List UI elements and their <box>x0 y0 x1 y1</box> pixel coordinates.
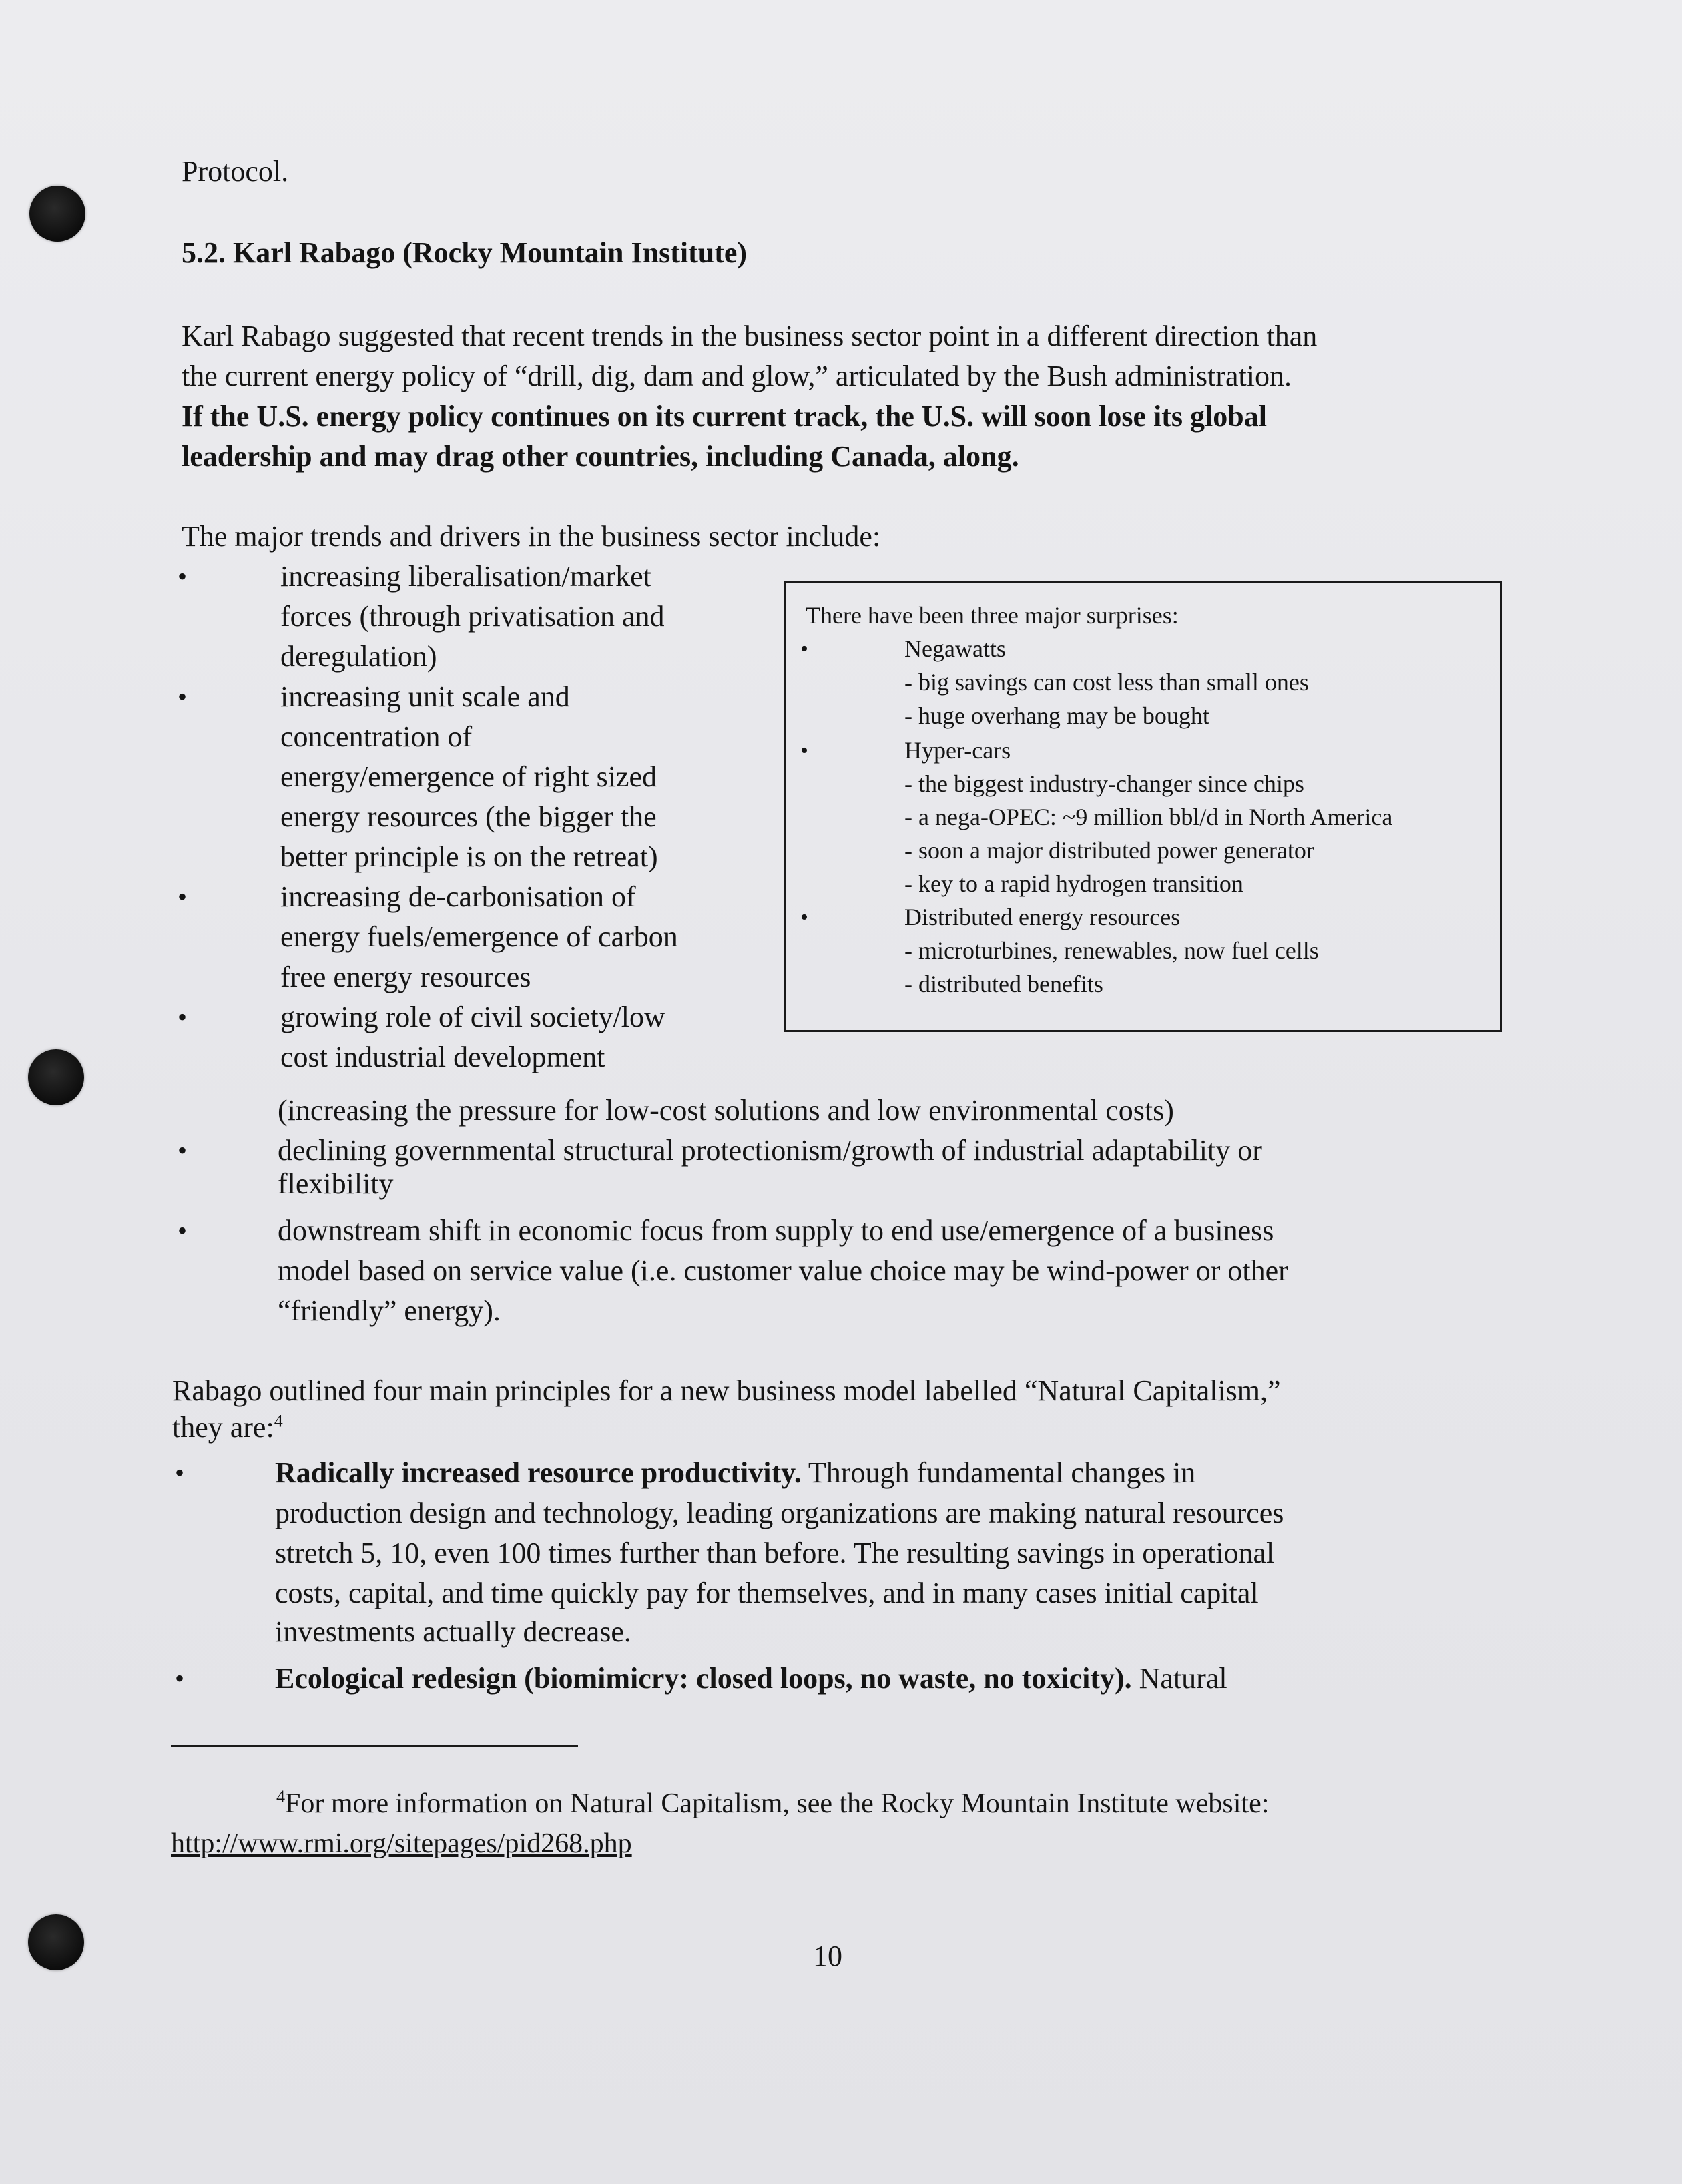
box-line: - key to a rapid hydrogen transition <box>904 870 1243 897</box>
footnote-link[interactable]: http://www.rmi.org/sitepages/pid268.php <box>171 1828 632 1859</box>
trend-line: “friendly” energy). <box>278 1294 501 1327</box>
box-line: - big savings can cost less than small ones <box>904 669 1309 696</box>
principles-intro-text: they are: <box>172 1411 274 1444</box>
trend-line: deregulation) <box>280 640 437 673</box>
trend-line: increasing unit scale and <box>280 680 570 713</box>
trend-bullet: • <box>178 1135 188 1165</box>
principle1-line: stretch 5, 10, even 100 times further than before. The resulting savings in operational <box>275 1537 1275 1569</box>
surprises-box-title: There have been three major surprises: <box>806 602 1179 629</box>
trend-line: concentration of <box>280 720 473 753</box>
principle-bullet: • <box>175 1458 185 1488</box>
trend-line: model based on service value (i.e. customer value choice may be wind-power or other <box>278 1254 1288 1287</box>
trend-line: energy fuels/emergence of carbon <box>280 920 678 953</box>
trends-intro: The major trends and drivers in the business sector include: <box>182 520 881 553</box>
box-line: - soon a major distributed power generator <box>904 837 1314 864</box>
box-line: - distributed benefits <box>904 971 1103 997</box>
trend-line: cost industrial development <box>280 1041 605 1073</box>
box-line: - a nega-OPEC: ~9 million bbl/d in North America <box>904 804 1393 830</box>
footnote-body: For more information on Natural Capitalism, see the Rocky Mountain Institute website: <box>285 1788 1270 1819</box>
principle2-title: Ecological redesign (biomimicry: closed loops, no waste, no toxicity). <box>275 1662 1132 1695</box>
trend-line: energy resources (the bigger the <box>280 800 657 833</box>
para1-bold-line-2: leadership and may drag other countries, including Canada, along. <box>182 440 1019 473</box>
trend-bullet: • <box>178 882 188 912</box>
principle1-first-line <box>275 1452 1195 1493</box>
box-line: - the biggest industry-changer since chips <box>904 770 1304 797</box>
box-line: Hyper-cars <box>904 737 1011 764</box>
footnote-ref: 4 <box>274 1411 283 1431</box>
principle1-line: costs, capital, and time quickly pay for themselves, and in many cases initial capital <box>275 1577 1259 1609</box>
trend-line: forces (through privatisation and <box>280 600 665 633</box>
para1-line-2: the current energy policy of “drill, dig, dam and glow,” articulated by the Bush administration. <box>182 360 1292 392</box>
page-number: 10 <box>813 1940 842 1972</box>
trend-bullet: • <box>178 681 188 712</box>
section-heading: 5.2. Karl Rabago (Rocky Mountain Institute) <box>182 236 748 269</box>
trend-line: growing role of civil society/low <box>280 1001 665 1033</box>
footnote-rule <box>171 1745 578 1747</box>
principle1-title: Radically increased resource productivity. <box>275 1456 802 1489</box>
principle1-line: production design and technology, leading organizations are making natural resources <box>275 1496 1284 1529</box>
trend-line: energy/emergence of right sized <box>280 760 657 793</box>
box-bullet: • <box>800 637 808 661</box>
box-line: Distributed energy resources <box>904 904 1181 930</box>
intro-line: Protocol. <box>182 155 289 188</box>
principle2-rest: Natural <box>1131 1662 1227 1695</box>
footnote-text <box>276 1784 1269 1824</box>
trend-bullet: • <box>178 1215 188 1246</box>
binder-hole-bottom <box>28 1914 84 1970</box>
principles-intro-line-1: Rabago outlined four main principles for a new business model labelled “Natural Capitalism,” <box>172 1374 1281 1407</box>
binder-hole-top <box>29 186 85 242</box>
principle-bullet: • <box>175 1663 185 1693</box>
box-line: Negawatts <box>904 635 1006 662</box>
trend-line: increasing de-carbonisation of <box>280 880 636 913</box>
box-line: - microturbines, renewables, now fuel cells <box>904 937 1319 964</box>
footnote-number: 4 <box>276 1787 285 1806</box>
principle1-line: investments actually decrease. <box>275 1615 631 1648</box>
box-bullet: • <box>800 905 808 930</box>
trend-line: increasing liberalisation/market <box>280 560 651 593</box>
trend-bullet: • <box>178 1002 188 1032</box>
principle2-first-line <box>275 1658 1227 1699</box>
surprises-box <box>784 581 1502 1032</box>
box-line: - huge overhang may be bought <box>904 702 1209 729</box>
para1-line-1: Karl Rabago suggested that recent trends in the business sector point in a different direction than <box>182 320 1318 352</box>
trend-line: better principle is on the retreat) <box>280 840 658 873</box>
principles-intro-line-2 <box>172 1407 283 1448</box>
trend-line: (increasing the pressure for low-cost solutions and low environmental costs) <box>278 1094 1174 1127</box>
para1-bold-line-1: If the U.S. energy policy continues on its current track, the U.S. will soon lose its global <box>182 400 1267 433</box>
trend-line: flexibility <box>278 1167 394 1200</box>
trend-line: declining governmental structural protectionism/growth of industrial adaptability or <box>278 1134 1262 1167</box>
principle1-rest: Through fundamental changes in <box>801 1456 1196 1489</box>
box-bullet: • <box>800 738 808 763</box>
trend-line: downstream shift in economic focus from supply to end use/emergence of a business <box>278 1214 1274 1247</box>
trend-bullet: • <box>178 561 188 591</box>
binder-hole-middle <box>28 1049 84 1105</box>
trend-line: free energy resources <box>280 961 531 993</box>
